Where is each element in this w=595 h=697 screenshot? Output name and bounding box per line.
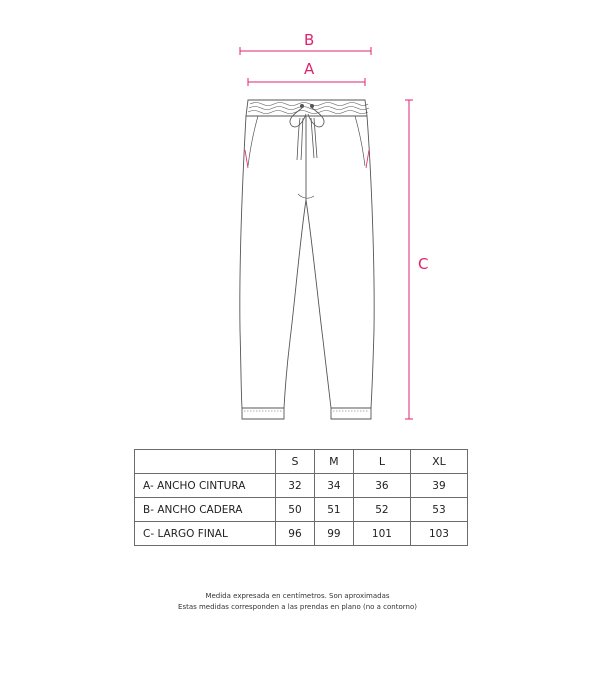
label-c: C	[418, 255, 429, 273]
column-header: L	[353, 450, 410, 474]
measurement-note-2: Estas medidas corresponden a las prendas en plano (no a contorno)	[178, 603, 417, 611]
table-row	[135, 498, 468, 522]
dimension-a	[248, 78, 365, 86]
dimension-c	[405, 100, 413, 419]
table-cell: 39	[410, 474, 467, 498]
label-a: A	[304, 60, 315, 78]
measurement-note-1: Medida expresada en centímetros. Son aproximadas	[205, 592, 390, 600]
header-empty-cell	[135, 450, 276, 474]
pocket-accents	[245, 150, 369, 168]
label-b: B	[304, 31, 315, 49]
table-header-row	[135, 450, 468, 474]
row-label: B- ANCHO CADERA	[135, 498, 276, 522]
waistband	[246, 100, 369, 116]
table-row	[135, 474, 468, 498]
table-cell: 53	[410, 498, 467, 522]
table-cell: 99	[314, 522, 353, 546]
table-cell: 52	[353, 498, 410, 522]
table-cell: 34	[314, 474, 353, 498]
table-cell: 51	[314, 498, 353, 522]
pants-outline	[240, 116, 374, 408]
table-cell: 32	[276, 474, 315, 498]
column-header: S	[276, 450, 315, 474]
row-label: C- LARGO FINAL	[135, 522, 276, 546]
column-header: XL	[410, 450, 467, 474]
table-row	[135, 522, 468, 546]
size-table	[134, 449, 468, 546]
table-cell: 96	[276, 522, 315, 546]
table-cell: 50	[276, 498, 315, 522]
cuffs	[242, 408, 371, 419]
table-cell: 103	[410, 522, 467, 546]
table-cell: 36	[353, 474, 410, 498]
row-label: A- ANCHO CINTURA	[135, 474, 276, 498]
table-cell: 101	[353, 522, 410, 546]
column-header: M	[314, 450, 353, 474]
